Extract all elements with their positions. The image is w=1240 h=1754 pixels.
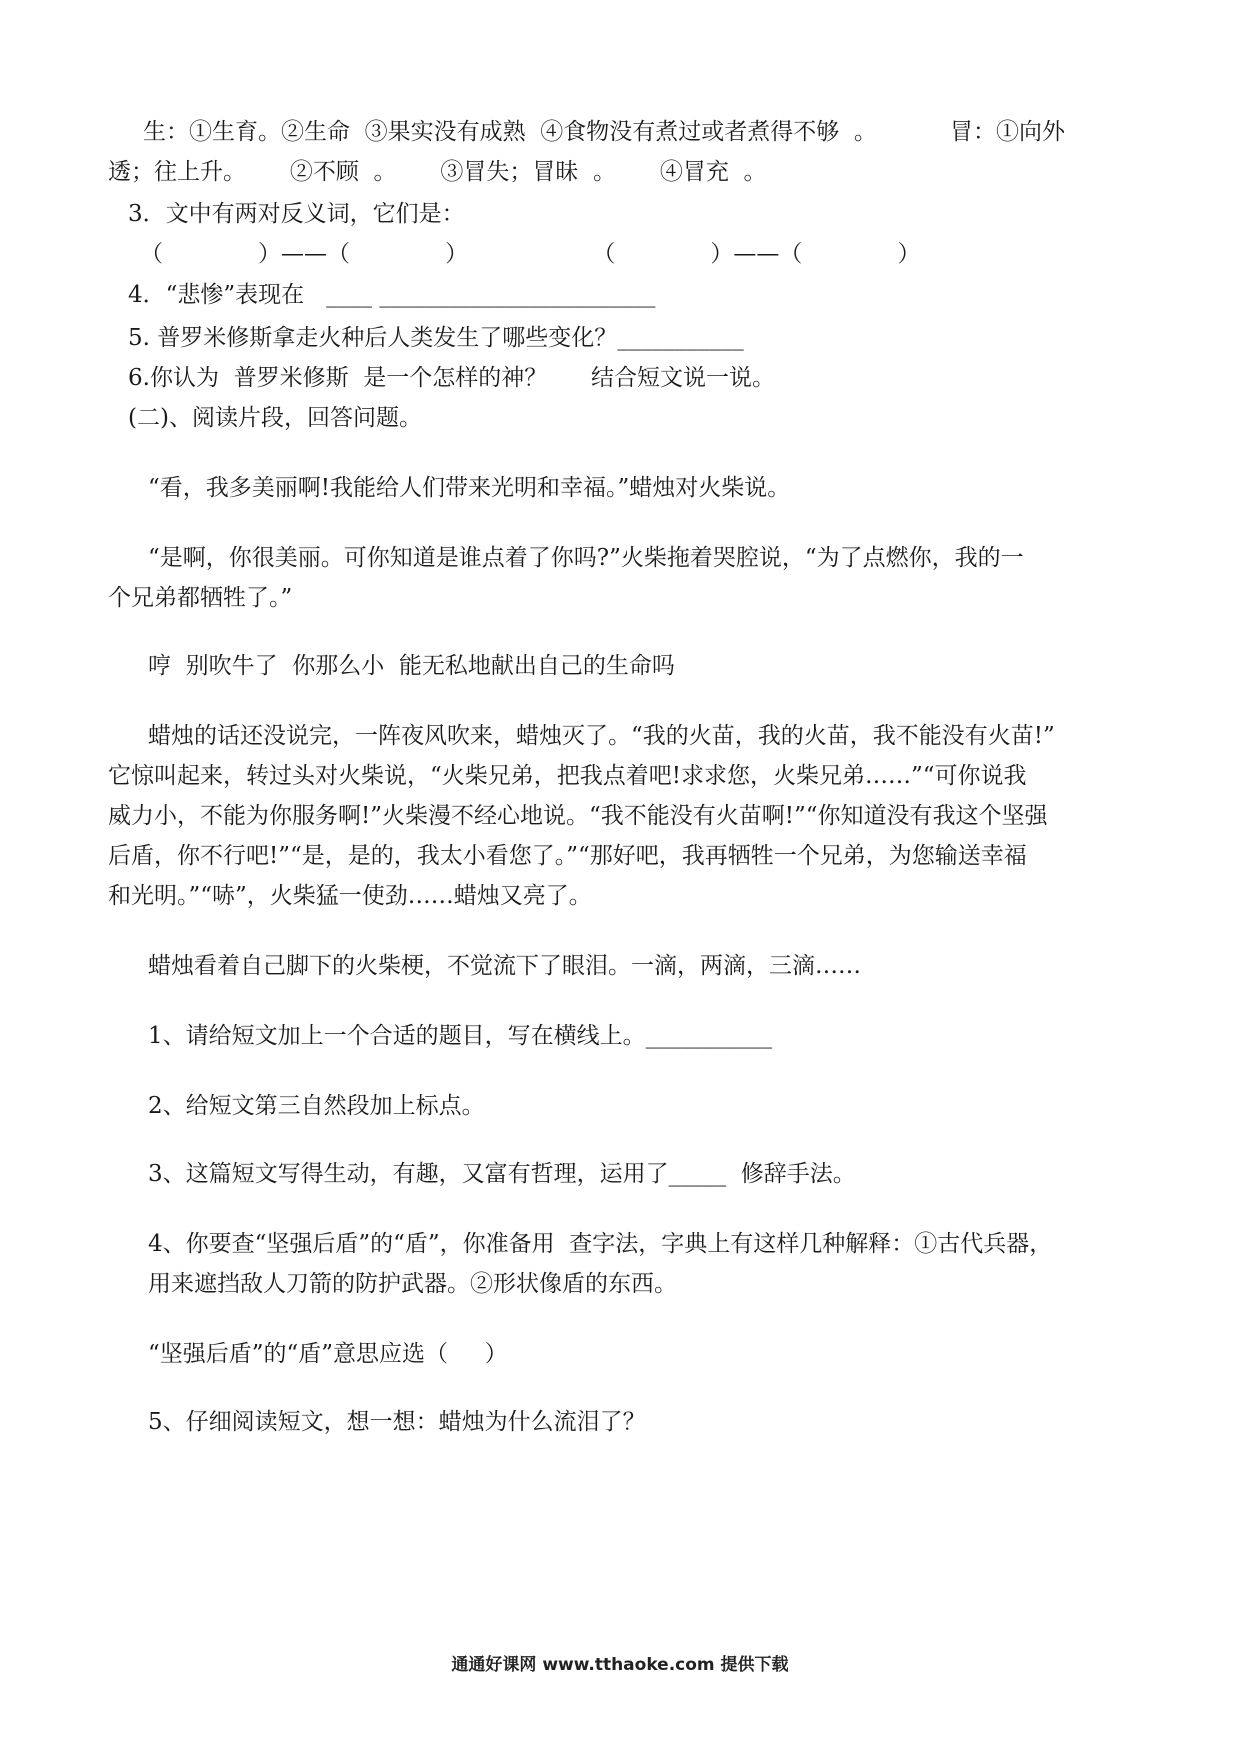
passage-paragraph-1: “看，我多美丽啊!我能给人们带来光明和幸福。”蜡烛对火柴说。 (148, 475, 791, 501)
passage-paragraph-4-line-3: 威力小，不能为你服务啊!”火柴漫不经心地说。“我不能没有火苗啊!”“你知道没有我这个坚强 (108, 803, 1048, 829)
passage-paragraph-5: 蜡烛看着自己脚下的火柴梗，不觉流下了眼泪。一滴，两滴，三滴…… (148, 953, 861, 979)
mao-definitions: 透；往上升。 ②不顾 。 ③冒失；冒昧 。 ④冒充 。 (108, 159, 767, 185)
question-1-title: 1、请给短文加上一个合适的题目，写在横线上。___________ (148, 1023, 773, 1049)
question-5-changes: 5. 普罗米修斯拿走火种后人类发生了哪些变化？___________ (128, 325, 744, 351)
question-2-punctuation: 2、给短文第三自然段加上标点。 (148, 1093, 485, 1119)
antonym-blanks: （ ）——（ ） （ ）——（ ） (140, 241, 921, 267)
section-two-heading: (二)、阅读片段，回答问题。 (128, 405, 422, 431)
passage-paragraph-3: 哼 别吹牛了 你那么小 能无私地献出自己的生命吗 (148, 653, 675, 679)
question-6-prometheus: 6.你认为 普罗米修斯 是一个怎样的神？ 结合短文说一说。 (128, 365, 776, 391)
question-4-dictionary-line-1: 4、你要查“坚强后盾”的“盾”，你准备用 查字法，字典上有这样几种解释：①古代兵器， (148, 1231, 1053, 1257)
question-4-choice: “坚强后盾”的“盾”意思应选（ ） (148, 1341, 508, 1367)
passage-paragraph-4-line-1: 蜡烛的话还没说完，一阵夜风吹来，蜡烛灭了。“我的火苗，我的火苗，我不能没有火苗!” (148, 723, 1055, 749)
question-4-dictionary-line-2: 用来遮挡敌人刀箭的防护武器。②形状像盾的东西。 (148, 1271, 677, 1297)
passage-paragraph-4-line-4: 后盾，你不行吧!”“是，是的，我太小看您了。”“那好吧，我再牺牲一个兄弟，为您输送幸福 (108, 843, 1027, 869)
question-3-antonyms: 3．文中有两对反义词，它们是： (128, 201, 465, 227)
passage-paragraph-4-line-2: 它惊叫起来，转过头对火柴说，“火柴兄弟，把我点着吧!求求您，火柴兄弟……”“可你说我 (108, 763, 1027, 789)
passage-paragraph-4-line-5: 和光明。”“哧”，火柴猛一使劲……蜡烛又亮了。 (108, 883, 592, 909)
question-3-rhetoric: 3、这篇短文写得生动，有趣，又富有哲理，运用了_____ 修辞手法。 (148, 1161, 856, 1187)
passage-paragraph-2-line-1: “是啊，你很美丽。可你知道是谁点着了你吗?”火柴拖着哭腔说，“为了点燃你，我的一 (148, 545, 1024, 571)
footer-source: 通通好课网 www.tthaoke.com 提供下载 (451, 1655, 789, 1675)
question-5-candle-tears: 5、仔细阅读短文，想一想：蜡烛为什么流泪了？ (148, 1409, 646, 1435)
passage-paragraph-2-line-2: 个兄弟都牺牲了。” (108, 585, 293, 611)
question-4-tragic: 4．“悲惨”表现在 ____ ________________________ (128, 282, 656, 308)
sheng-definitions: 生：①生育。②生命 ③果实没有成熟 ④食物没有煮过或者煮得不够 。 冒：①向外 (143, 119, 1065, 145)
